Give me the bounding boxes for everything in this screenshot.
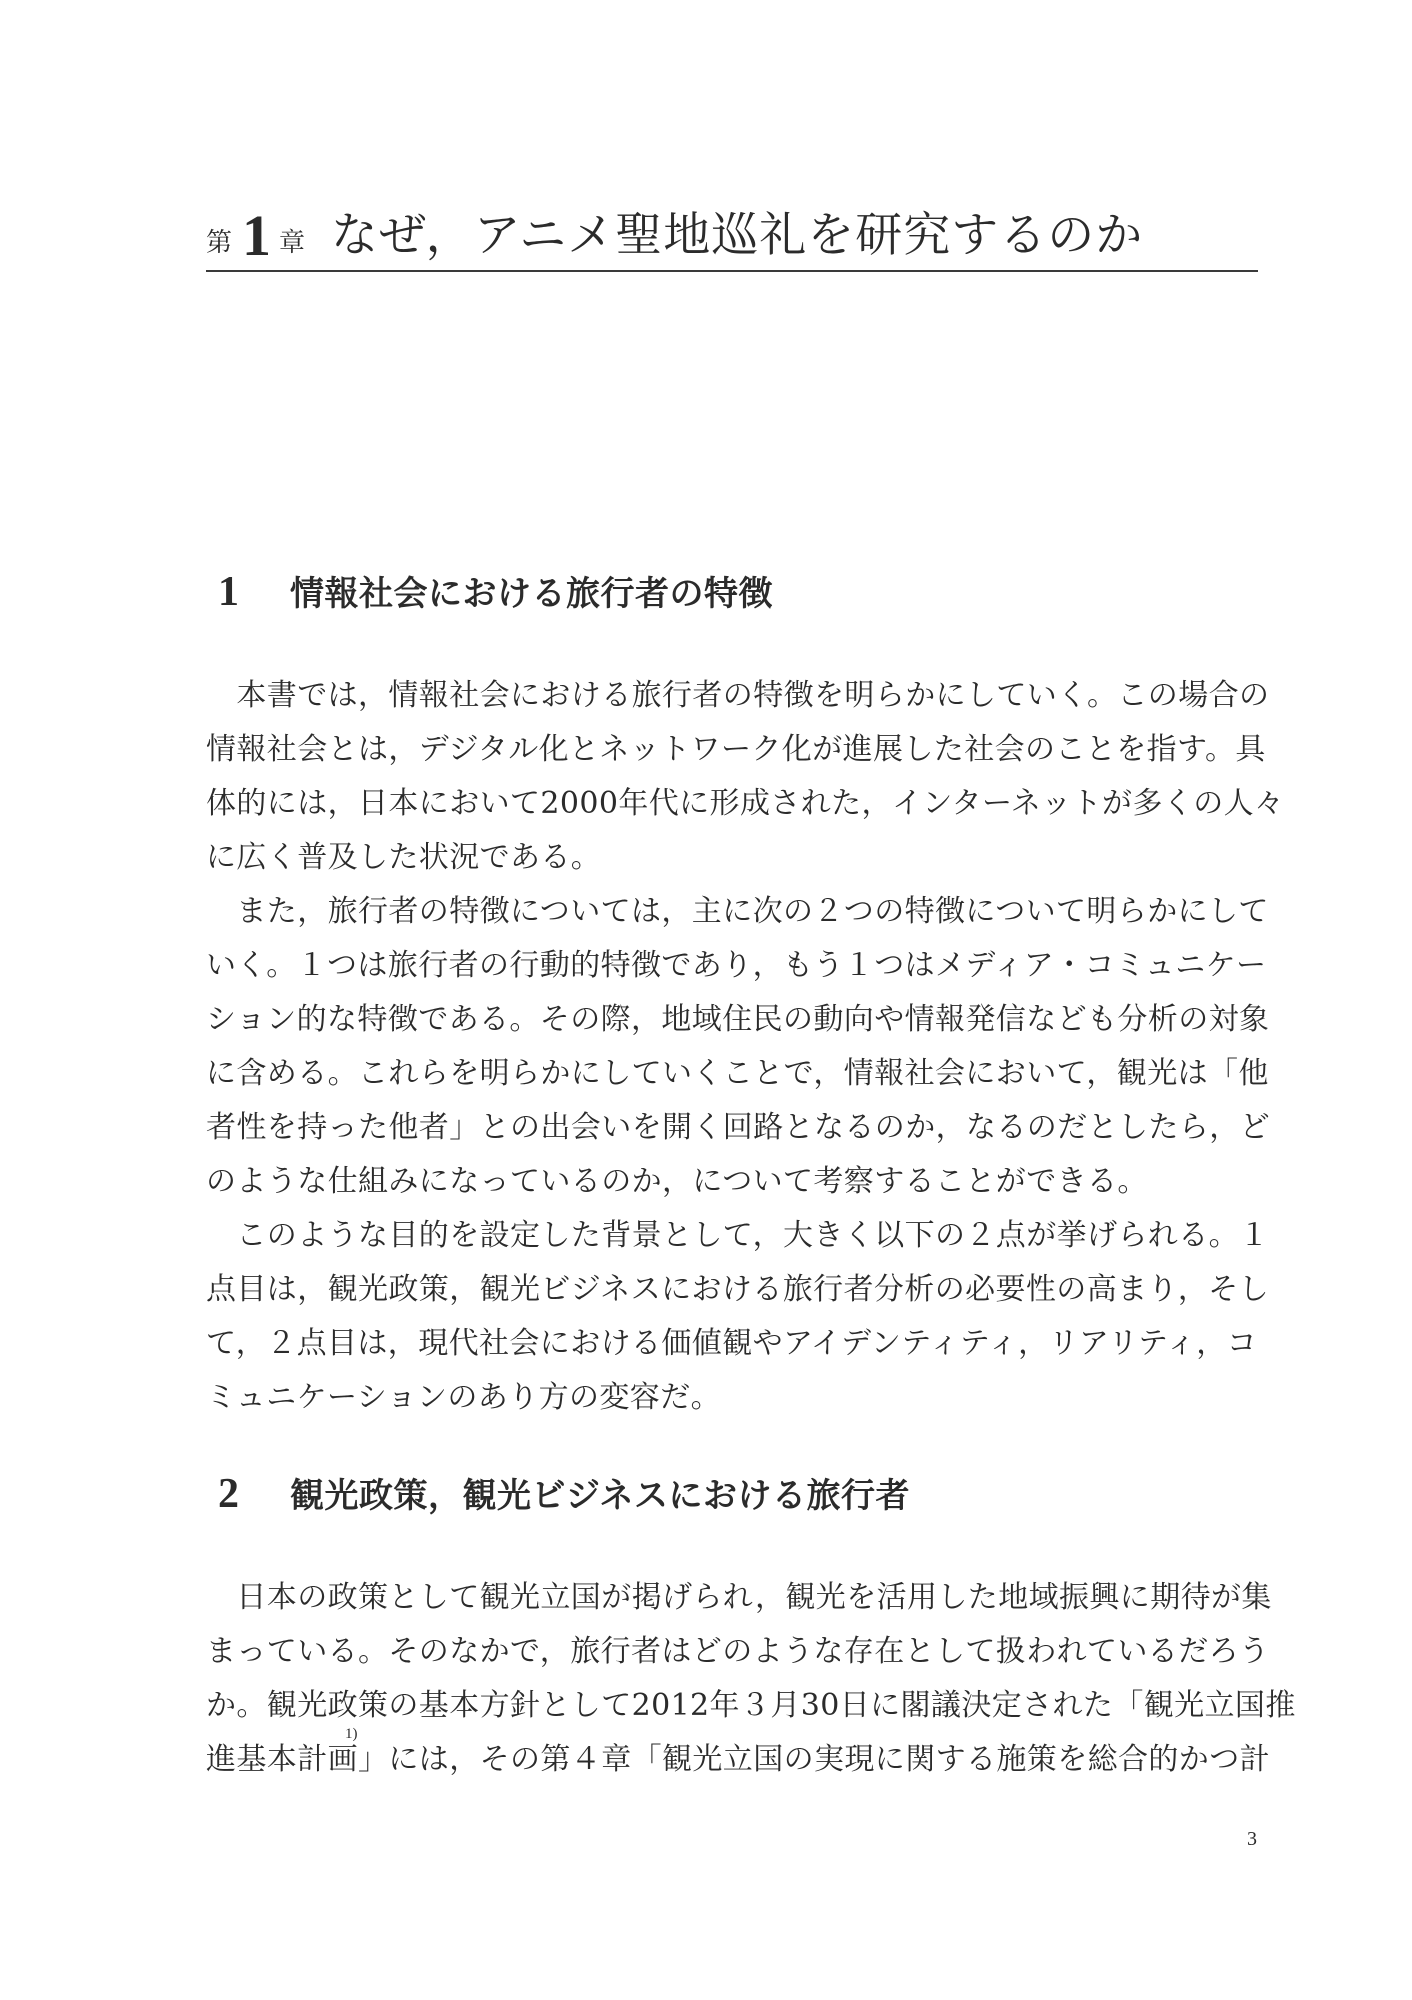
chapter-label-prefix: 第 <box>206 228 233 258</box>
text-line: 本書では，情報社会における旅行者の特徴を明らかにしていく。この場合の <box>206 678 1270 713</box>
chapter-title: なぜ，アニメ聖地巡礼を研究するのか <box>331 208 1144 263</box>
text-line: 者性を持った他者」との出会いを開く回路となるのか，なるのだとしたら，ど <box>206 1110 1270 1145</box>
text-line: て，２点目は，現代社会における価値観やアイデンティティ，リアリティ，コ <box>206 1326 1258 1361</box>
text-line: のような仕組みになっているのか，について考察することができる。 <box>206 1164 1148 1199</box>
section-heading-2 <box>218 1468 910 1518</box>
page-number: 3 <box>1247 1828 1257 1850</box>
chapter-number: 1 <box>242 203 272 268</box>
text-line: 情報社会とは，デジタル化とネットワーク化が進展した社会のことを指す。具 <box>206 732 1266 767</box>
text-line: ミュニケーションのあり方の変容だ。 <box>206 1380 721 1415</box>
text-line: まっている。そのなかで，旅行者はどのような存在として扱われているだろう <box>206 1634 1270 1669</box>
section-number: 1 <box>218 569 239 615</box>
text-line: か。観光政策の基本方針として2012年３月30日に閣議決定された「観光立国推 <box>206 1688 1296 1723</box>
text-line: に含める。これらを明らかにしていくことで，情報社会において，観光は「他 <box>206 1056 1269 1091</box>
chapter-heading <box>206 198 1258 272</box>
chapter-label-suffix: 章 <box>279 228 306 258</box>
text-line: 日本の政策として観光立国が掲げられ，観光を活用した地域振興に期待が集 <box>206 1580 1272 1615</box>
section-title: 観光政策，観光ビジネスにおける旅行者 <box>290 1476 910 1516</box>
text-line: ション的な特徴である。その際，地域住民の動向や情報発信なども分析の対象 <box>206 1002 1270 1037</box>
text-line: このような目的を設定した背景として，大きく以下の２点が挙げられる。１ <box>206 1218 1270 1253</box>
text-line: 点目は，観光政策，観光ビジネスにおける旅行者分析の必要性の高まり，そし <box>206 1272 1270 1307</box>
section-heading-1 <box>218 566 773 616</box>
section-number: 2 <box>218 1471 239 1517</box>
section-title: 情報社会における旅行者の特徴 <box>290 574 773 614</box>
text-line: 進基本計画」には，その第４章「観光立国の実現に関する施策を総合的かつ計 <box>206 1742 1270 1777</box>
text-line: また，旅行者の特徴については，主に次の２つの特徴について明らかにして <box>206 894 1269 929</box>
footnote-reference: 1) <box>345 1726 358 1742</box>
text-line: 体的には，日本において2000年代に形成された，インターネットが多くの人々 <box>206 786 1285 821</box>
text-line: いく。１つは旅行者の行動的特徴であり，もう１つはメディア・コミュニケー <box>206 948 1267 983</box>
text-line: に広く普及した状況である。 <box>206 840 602 875</box>
